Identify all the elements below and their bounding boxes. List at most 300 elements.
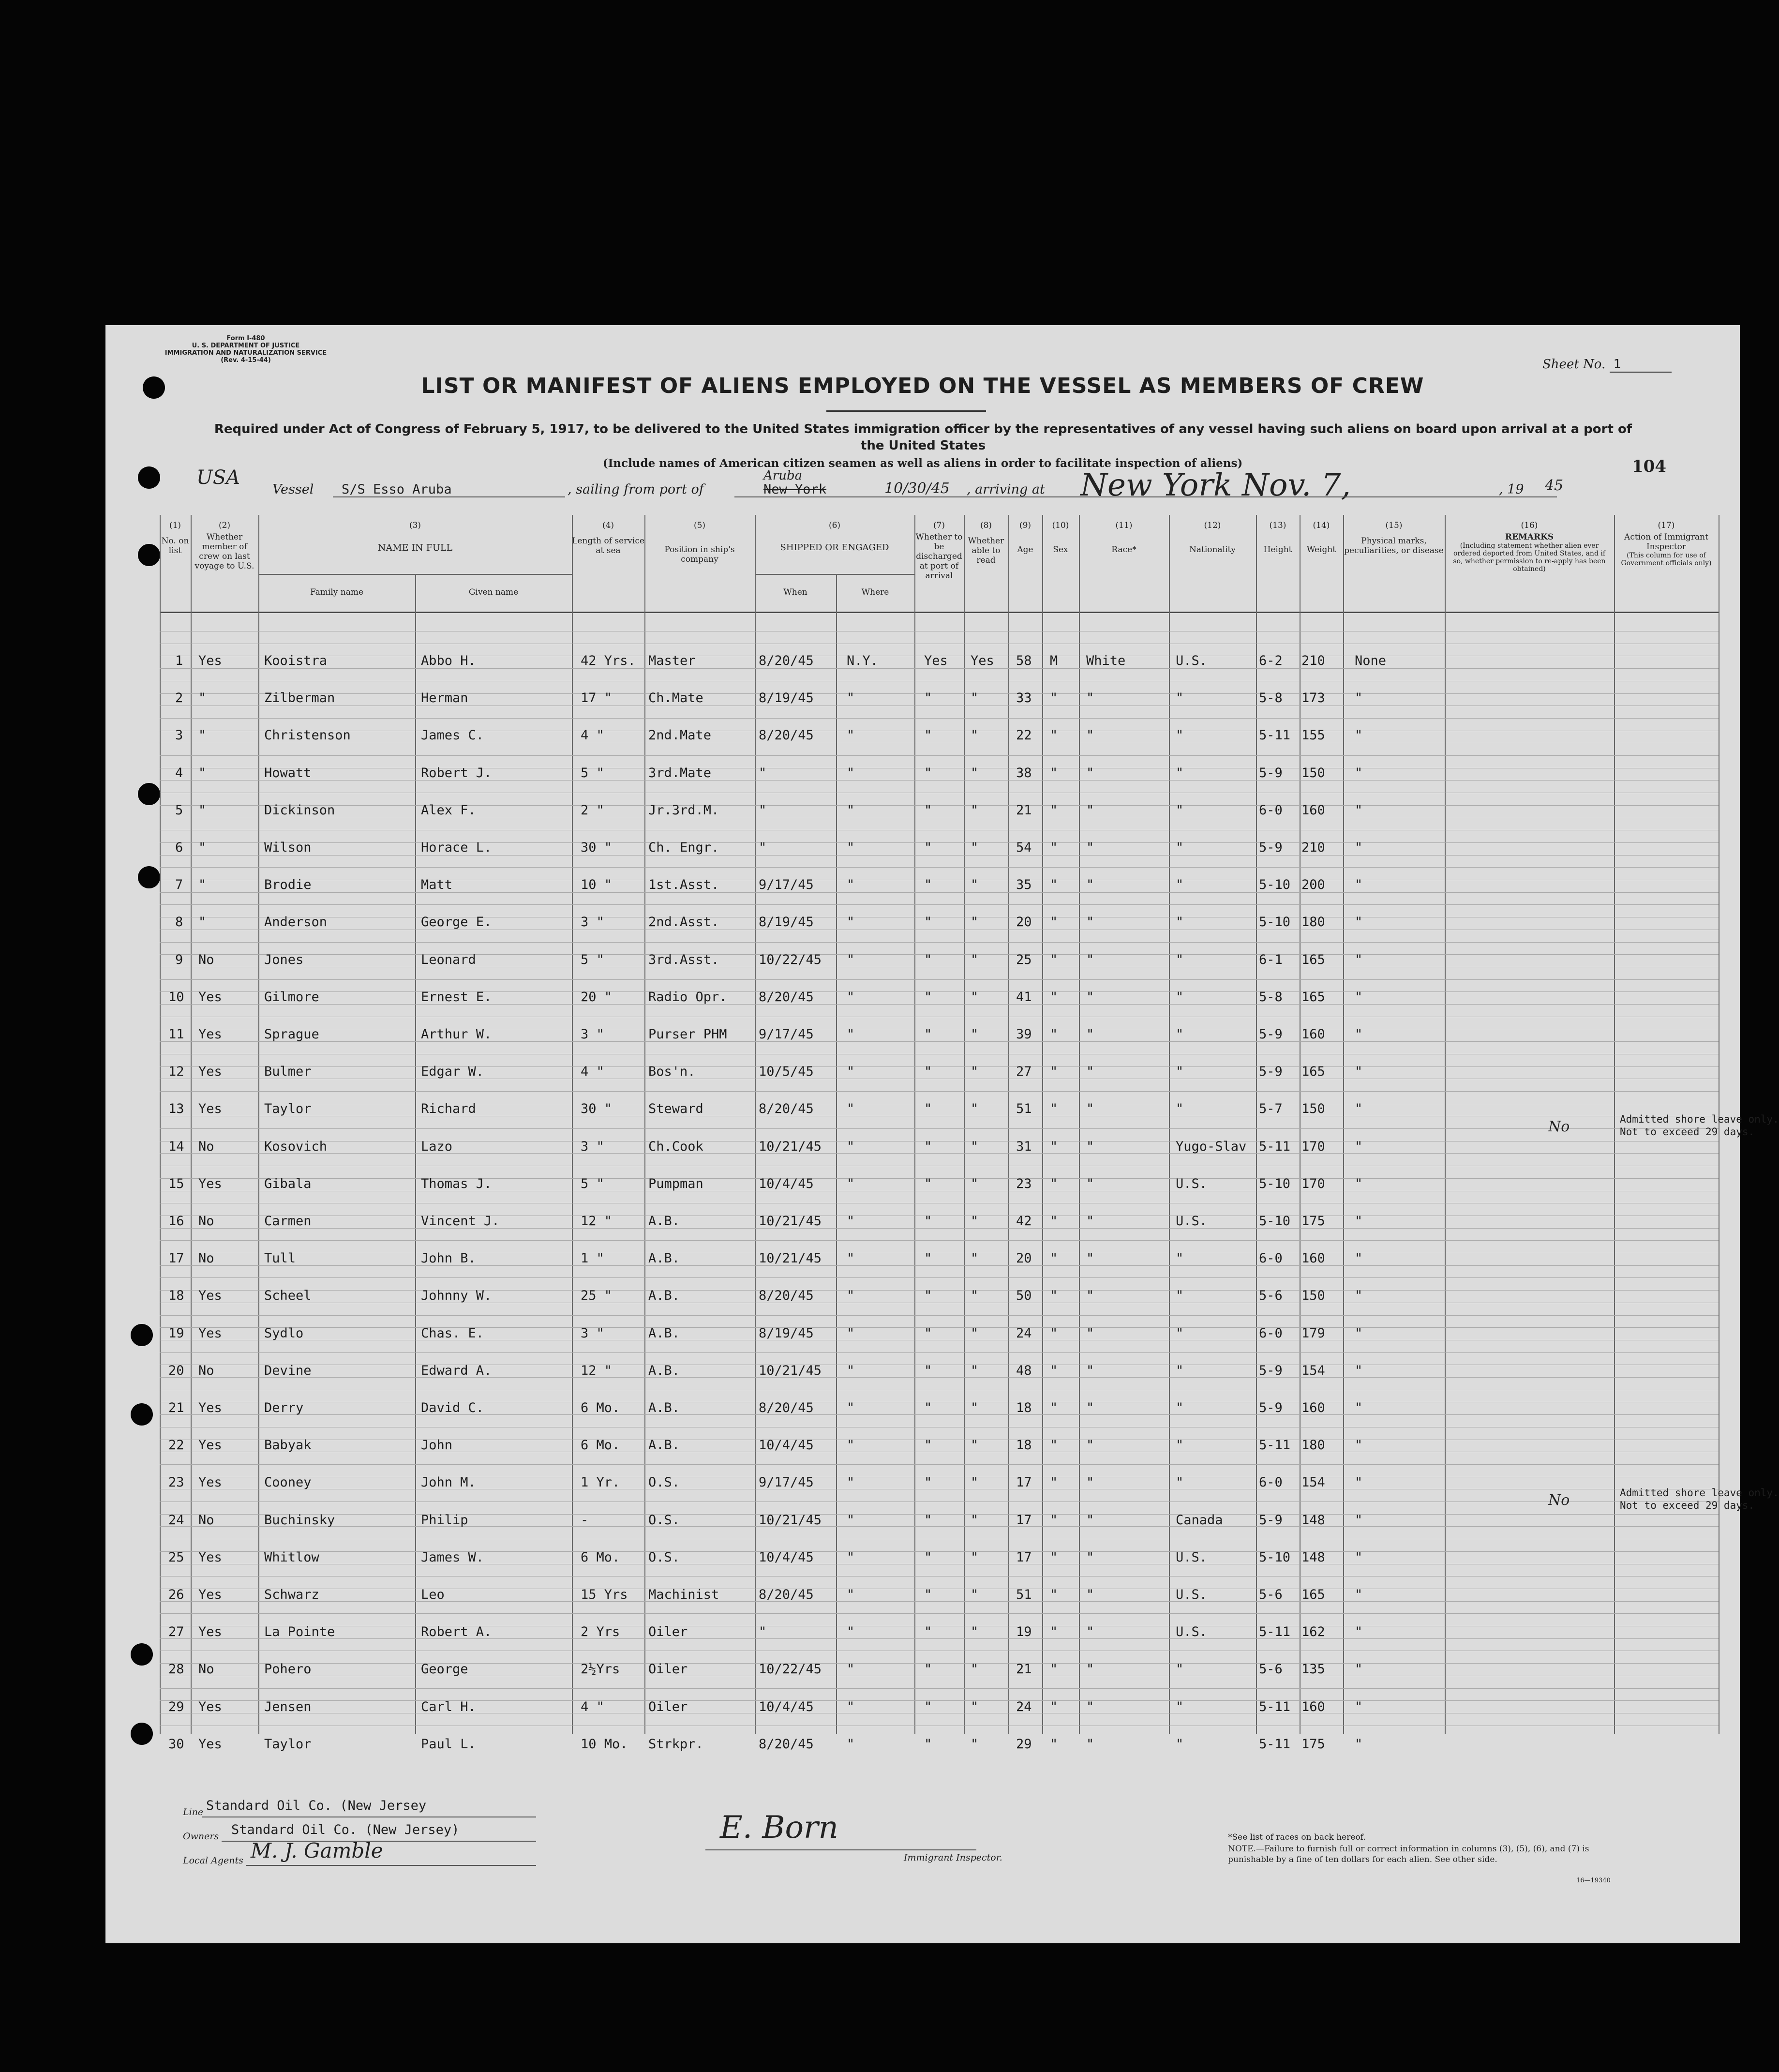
cell-given-name: Lazo: [421, 1139, 453, 1154]
cell-shipped-when: 9/17/45: [759, 1475, 814, 1490]
arrival-underline: [1073, 496, 1557, 497]
cell-physical-marks: ": [1355, 1027, 1363, 1042]
cell-last-voyage: No: [198, 952, 214, 967]
cell-sex: ": [1050, 1288, 1058, 1304]
cell-length-of-service: 4 ": [581, 1699, 604, 1714]
cell-race: ": [1086, 840, 1094, 855]
punch-hole: [131, 1403, 153, 1426]
cell-family-name: Babyak: [264, 1438, 312, 1453]
cell-nationality: U.S.: [1176, 653, 1208, 668]
sheet-label: Sheet No.: [1542, 357, 1606, 372]
cell-length-of-service: 6 Mo.: [581, 1438, 620, 1453]
header-discharged: (7) Whether to be discharged at port of arrival: [915, 521, 963, 581]
cell-sex: ": [1050, 1587, 1058, 1602]
table-row: [160, 975, 1719, 1012]
punch-hole: [138, 783, 160, 805]
cell-shipped-when: 10/5/45: [759, 1064, 814, 1080]
cell-able-to-read: ": [971, 1587, 979, 1602]
cell-given-name: James C.: [421, 728, 484, 743]
cell-nationality: ": [1176, 1438, 1184, 1453]
cell-age: 18: [1016, 1400, 1032, 1415]
cell-discharged: ": [924, 952, 932, 967]
table-row: [160, 938, 1719, 975]
cell-row-number: 3: [175, 728, 183, 743]
cell-height: 5-11: [1259, 1438, 1291, 1453]
cell-given-name: Abbo H.: [421, 653, 476, 668]
cell-shipped-where: ": [847, 877, 855, 893]
cell-age: 50: [1016, 1288, 1032, 1304]
reference-number: 104: [1632, 457, 1666, 476]
cell-physical-marks: ": [1355, 915, 1363, 930]
cell-family-name: Tull: [264, 1251, 296, 1266]
header-position: (5) Position in ship's company: [664, 521, 735, 564]
cell-length-of-service: 2 Yrs: [581, 1624, 620, 1640]
table-row: [160, 713, 1719, 750]
cell-race: ": [1086, 989, 1094, 1005]
cell-discharged: ": [924, 1736, 932, 1752]
cell-position: 2nd.Mate: [648, 728, 712, 743]
cell-nationality: Yugo-Slav: [1176, 1139, 1247, 1154]
cell-sex: ": [1050, 1549, 1058, 1565]
cell-physical-marks: ": [1355, 1251, 1363, 1266]
cell-position: Pumpman: [648, 1176, 703, 1191]
page-title: LIST OR MANIFEST OF ALIENS EMPLOYED ON THE VESSEL AS MEMBERS OF CREW: [421, 374, 1424, 398]
cell-family-name: Cooney: [264, 1475, 312, 1490]
cell-age: 51: [1016, 1587, 1032, 1602]
cell-weight: 160: [1301, 1400, 1325, 1415]
cell-height: 5-11: [1259, 1699, 1291, 1714]
cell-race: ": [1086, 1101, 1094, 1117]
cell-race: ": [1086, 1139, 1094, 1154]
cell-position: A.B.: [648, 1325, 680, 1341]
cell-height: 5-9: [1259, 840, 1283, 855]
cell-position: Oiler: [648, 1624, 688, 1640]
cell-family-name: Pohero: [264, 1662, 312, 1677]
cell-nationality: ": [1176, 1400, 1184, 1415]
cell-shipped-when: 8/19/45: [759, 691, 814, 706]
cell-physical-marks: ": [1355, 1475, 1363, 1490]
cell-given-name: Ernest E.: [421, 989, 492, 1005]
cell-race: ": [1086, 1400, 1094, 1415]
cell-length-of-service: 4 ": [581, 1064, 604, 1080]
cell-given-name: David C.: [421, 1400, 484, 1415]
cell-row-number: 26: [168, 1587, 184, 1602]
cell-able-to-read: ": [971, 989, 979, 1005]
remark-handwritten-mark: No: [1548, 1491, 1570, 1509]
cell-shipped-where: ": [847, 1363, 855, 1378]
line-value: Standard Oil Co. (New Jersey: [206, 1798, 427, 1813]
cell-race: ": [1086, 1475, 1094, 1490]
cell-race: ": [1086, 1027, 1094, 1042]
cell-age: 21: [1016, 802, 1032, 818]
cell-race: ": [1086, 1699, 1094, 1714]
cell-row-number: 29: [168, 1699, 184, 1714]
cell-height: 5-6: [1259, 1288, 1283, 1304]
cell-family-name: Jones: [264, 952, 304, 967]
cell-sex: ": [1050, 1662, 1058, 1677]
table-row: [160, 1236, 1719, 1273]
table-row: [160, 1386, 1719, 1423]
cell-weight: 135: [1301, 1662, 1325, 1677]
cell-last-voyage: No: [198, 1363, 214, 1378]
agents-underline: [246, 1865, 536, 1866]
cell-age: 42: [1016, 1214, 1032, 1229]
cell-row-number: 15: [168, 1176, 184, 1191]
cell-age: 17: [1016, 1512, 1032, 1528]
cell-given-name: George: [421, 1662, 468, 1677]
cell-height: 5-7: [1259, 1101, 1283, 1117]
cell-nationality: U.S.: [1176, 1176, 1208, 1191]
cell-race: ": [1086, 728, 1094, 743]
cell-able-to-read: Yes: [971, 653, 994, 668]
cell-length-of-service: 20 ": [581, 989, 613, 1005]
cell-last-voyage: ": [198, 877, 207, 893]
table-row: [160, 1535, 1719, 1572]
cell-given-name: Edward A.: [421, 1363, 492, 1378]
cell-race: ": [1086, 802, 1094, 818]
cell-sex: ": [1050, 691, 1058, 706]
cell-weight: 160: [1301, 802, 1325, 818]
cell-row-number: 23: [168, 1475, 184, 1490]
cell-shipped-when: 8/20/45: [759, 1736, 814, 1752]
cell-physical-marks: ": [1355, 1400, 1363, 1415]
cell-race: ": [1086, 1512, 1094, 1528]
cell-position: Ch.Cook: [648, 1139, 703, 1154]
cell-sex: ": [1050, 877, 1058, 893]
cell-age: 41: [1016, 989, 1032, 1005]
cell-shipped-where: ": [847, 840, 855, 855]
cell-last-voyage: Yes: [198, 1027, 222, 1042]
cell-discharged: ": [924, 1549, 932, 1565]
cell-weight: 179: [1301, 1325, 1325, 1341]
cell-race: ": [1086, 1251, 1094, 1266]
cell-row-number: 28: [168, 1662, 184, 1677]
cell-shipped-where: ": [847, 915, 855, 930]
cell-physical-marks: ": [1355, 840, 1363, 855]
header-length-of-service: (4) Length of service at sea: [572, 521, 644, 556]
cell-family-name: La Pointe: [264, 1624, 335, 1640]
header-nationality: (12) Nationality: [1189, 521, 1236, 555]
cell-physical-marks: ": [1355, 952, 1363, 967]
flag-handwritten: USA: [196, 466, 240, 489]
crew-table: [160, 515, 1779, 1752]
cell-shipped-where: ": [847, 1475, 855, 1490]
cell-weight: 148: [1301, 1549, 1325, 1565]
cell-given-name: Arthur W.: [421, 1027, 492, 1042]
cell-length-of-service: 5 ": [581, 1176, 604, 1191]
cell-discharged: Yes: [924, 653, 948, 668]
table-row: [160, 1012, 1719, 1049]
cell-sex: ": [1050, 952, 1058, 967]
cell-discharged: ": [924, 1438, 932, 1453]
table-row: [160, 1610, 1719, 1647]
cell-given-name: Carl H.: [421, 1699, 476, 1714]
cell-shipped-when: 10/21/45: [759, 1363, 822, 1378]
cell-shipped-where: ": [847, 765, 855, 781]
cell-given-name: Johnny W.: [421, 1288, 492, 1304]
cell-shipped-where: ": [847, 1139, 855, 1154]
cell-row-number: 5: [175, 802, 183, 818]
cell-height: 5-6: [1259, 1587, 1283, 1602]
cell-shipped-when: 10/4/45: [759, 1438, 814, 1453]
cell-age: 20: [1016, 1251, 1032, 1266]
cell-given-name: Thomas J.: [421, 1176, 492, 1191]
cell-row-number: 30: [168, 1736, 184, 1752]
remark-line-2: Not to exceed 29 days.: [1620, 1499, 1755, 1511]
cell-age: 33: [1016, 691, 1032, 706]
cell-shipped-when: 8/20/45: [759, 1400, 814, 1415]
cell-discharged: ": [924, 1475, 932, 1490]
cell-sex: ": [1050, 1064, 1058, 1080]
header-no-on-list: (1) No. on list: [161, 521, 189, 556]
cell-shipped-when: 8/20/45: [759, 1587, 814, 1602]
cell-nationality: ": [1176, 1064, 1184, 1080]
cell-race: ": [1086, 952, 1094, 967]
cell-position: 1st.Asst.: [648, 877, 719, 893]
cell-age: 19: [1016, 1624, 1032, 1640]
cell-able-to-read: ": [971, 1662, 979, 1677]
cell-position: Ch.Mate: [648, 691, 703, 706]
cell-able-to-read: ": [971, 691, 979, 706]
print-code: 16—19340: [1576, 1877, 1611, 1884]
cell-shipped-when: 9/17/45: [759, 877, 814, 893]
cell-age: 31: [1016, 1139, 1032, 1154]
cell-row-number: 21: [168, 1400, 184, 1415]
cell-nationality: ": [1176, 691, 1184, 706]
cell-last-voyage: Yes: [198, 1438, 222, 1453]
cell-shipped-when: 10/4/45: [759, 1176, 814, 1191]
cell-weight: 175: [1301, 1214, 1325, 1229]
table-row: [160, 1274, 1719, 1310]
cell-weight: 148: [1301, 1512, 1325, 1528]
cell-nationality: ": [1176, 1288, 1184, 1304]
owners-label: Owners: [183, 1831, 219, 1842]
cell-age: 58: [1016, 653, 1032, 668]
cell-weight: 160: [1301, 1027, 1325, 1042]
cell-discharged: ": [924, 915, 932, 930]
cell-nationality: ": [1176, 1027, 1184, 1042]
cell-given-name: John: [421, 1438, 453, 1453]
vessel-name: S/S Esso Aruba: [342, 482, 452, 497]
cell-able-to-read: ": [971, 1214, 979, 1229]
cell-nationality: ": [1176, 802, 1184, 818]
service-name: IMMIGRATION AND NATURALIZATION SERVICE: [164, 349, 327, 357]
cell-weight: 155: [1301, 728, 1325, 743]
cell-given-name: Robert J.: [421, 765, 492, 781]
cell-physical-marks: ": [1355, 1101, 1363, 1117]
cell-able-to-read: ": [971, 1325, 979, 1341]
cell-nationality: ": [1176, 1736, 1184, 1752]
remark-handwritten-mark: No: [1548, 1118, 1570, 1135]
cell-weight: 165: [1301, 952, 1325, 967]
cell-last-voyage: Yes: [198, 1288, 222, 1304]
table-row: [160, 1199, 1719, 1236]
cell-nationality: ": [1176, 1662, 1184, 1677]
cell-row-number: 20: [168, 1363, 184, 1378]
cell-sex: ": [1050, 1699, 1058, 1714]
cell-row-number: 14: [168, 1139, 184, 1154]
cell-nationality: ": [1176, 1699, 1184, 1714]
header-shipped-or-engaged: (6) SHIPPED OR ENGAGED When Where: [755, 515, 914, 612]
cell-given-name: Robert A.: [421, 1624, 492, 1640]
cell-physical-marks: ": [1355, 1176, 1363, 1191]
cell-length-of-service: 25 ": [581, 1288, 613, 1304]
cell-physical-marks: ": [1355, 1214, 1363, 1229]
cell-position: O.S.: [648, 1512, 680, 1528]
cell-position: O.S.: [648, 1475, 680, 1490]
owners-value: Standard Oil Co. (New Jersey): [231, 1822, 460, 1837]
cell-last-voyage: Yes: [198, 989, 222, 1005]
cell-physical-marks: ": [1355, 1699, 1363, 1714]
table-row: [160, 1722, 1719, 1759]
port-handwritten: Aruba: [763, 468, 803, 483]
cell-last-voyage: Yes: [198, 1587, 222, 1602]
cell-weight: 165: [1301, 1587, 1325, 1602]
cell-last-voyage: Yes: [198, 1624, 222, 1640]
cell-physical-marks: ": [1355, 1064, 1363, 1080]
cell-length-of-service: 15 Yrs: [581, 1587, 628, 1602]
cell-shipped-when: 10/22/45: [759, 952, 822, 967]
header-sex: (10) Sex: [1052, 521, 1069, 555]
cell-able-to-read: ": [971, 1363, 979, 1378]
cell-height: 5-9: [1259, 1027, 1283, 1042]
cell-weight: 210: [1301, 653, 1325, 668]
cell-last-voyage: Yes: [198, 1176, 222, 1191]
cell-age: 17: [1016, 1549, 1032, 1565]
cell-physical-marks: ": [1355, 1624, 1363, 1640]
cell-race: ": [1086, 1325, 1094, 1341]
cell-able-to-read: ": [971, 1176, 979, 1191]
cell-shipped-where: ": [847, 1027, 855, 1042]
cell-discharged: ": [924, 1512, 932, 1528]
cell-discharged: ": [924, 1587, 932, 1602]
cell-length-of-service: 2½Yrs: [581, 1662, 620, 1677]
page-subtitle: Required under Act of Congress of February 5, 1917, to be delivered to the United States immigration officer by the representatives of any vessel having such aliens on board upon arrival at a port of the United States: [214, 422, 1632, 453]
cell-sex: ": [1050, 1363, 1058, 1378]
cell-weight: 160: [1301, 1699, 1325, 1714]
cell-length-of-service: 4 ": [581, 728, 604, 743]
cell-able-to-read: ": [971, 1549, 979, 1565]
cell-height: 5-10: [1259, 1214, 1291, 1229]
cell-shipped-when: 8/19/45: [759, 1325, 814, 1341]
cell-sex: ": [1050, 1251, 1058, 1266]
cell-family-name: Christenson: [264, 728, 351, 743]
cell-last-voyage: Yes: [198, 1736, 222, 1752]
cell-shipped-where: ": [847, 1176, 855, 1191]
cell-position: Steward: [648, 1101, 703, 1117]
cell-family-name: Taylor: [264, 1101, 312, 1117]
cell-last-voyage: Yes: [198, 1101, 222, 1117]
cell-last-voyage: No: [198, 1512, 214, 1528]
cell-family-name: Brodie: [264, 877, 312, 893]
cell-discharged: ": [924, 1699, 932, 1714]
sailing-label: , sailing from port of: [568, 482, 704, 497]
cell-discharged: ": [924, 1101, 932, 1117]
cell-shipped-when: 8/20/45: [759, 653, 814, 668]
agents-label: Local Agents: [183, 1855, 243, 1866]
cell-length-of-service: 3 ": [581, 1027, 604, 1042]
footer: [105, 1787, 1740, 1941]
cell-row-number: 24: [168, 1512, 184, 1528]
punch-hole: [131, 1723, 153, 1745]
cell-length-of-service: 3 ": [581, 1325, 604, 1341]
cell-nationality: ": [1176, 915, 1184, 930]
cell-discharged: ": [924, 691, 932, 706]
cell-sex: ": [1050, 1027, 1058, 1042]
punch-hole: [138, 866, 160, 888]
header-action-of-inspector: (17) Action of Immigrant Inspector (This column for use of Government officials only): [1621, 521, 1712, 567]
cell-family-name: Carmen: [264, 1214, 312, 1229]
cell-able-to-read: ": [971, 728, 979, 743]
cell-last-voyage: ": [198, 691, 207, 706]
cell-length-of-service: 6 Mo.: [581, 1549, 620, 1565]
inspector-signature: E. Born: [720, 1810, 838, 1846]
cell-discharged: ": [924, 877, 932, 893]
cell-shipped-where: ": [847, 802, 855, 818]
cell-nationality: U.S.: [1176, 1214, 1208, 1229]
cell-sex: ": [1050, 1176, 1058, 1191]
cell-last-voyage: Yes: [198, 1475, 222, 1490]
cell-sex: ": [1050, 728, 1058, 743]
table-row: [160, 1423, 1719, 1460]
cell-shipped-when: 8/20/45: [759, 1288, 814, 1304]
table-row: [160, 1162, 1719, 1199]
cell-shipped-when: 10/21/45: [759, 1214, 822, 1229]
cell-age: 22: [1016, 728, 1032, 743]
cell-shipped-where: N.Y.: [847, 653, 879, 668]
cell-family-name: Wilson: [264, 840, 312, 855]
sheet-value: 1: [1610, 357, 1672, 373]
cell-shipped-when: 8/20/45: [759, 728, 814, 743]
cell-shipped-where: ": [847, 952, 855, 967]
form-revision: (Rev. 4-15-44): [221, 357, 271, 364]
cell-discharged: ": [924, 1325, 932, 1341]
cell-shipped-when: 10/4/45: [759, 1699, 814, 1714]
cell-weight: 180: [1301, 1438, 1325, 1453]
sailing-date: 10/30/45: [884, 480, 950, 497]
cell-given-name: Richard: [421, 1101, 476, 1117]
cell-shipped-where: ": [847, 1438, 855, 1453]
cell-able-to-read: ": [971, 1251, 979, 1266]
cell-weight: 150: [1301, 1101, 1325, 1117]
races-note: *See list of races on back hereof.: [1228, 1832, 1366, 1842]
cell-shipped-when: 8/19/45: [759, 915, 814, 930]
cell-sex: ": [1050, 1325, 1058, 1341]
header-physical-marks: (15) Physical marks, peculiarities, or disease: [1344, 521, 1444, 556]
cell-length-of-service: 30 ": [581, 1101, 613, 1117]
cell-discharged: ": [924, 1662, 932, 1677]
table-row: [160, 1087, 1719, 1124]
cell-row-number: 27: [168, 1624, 184, 1640]
cell-physical-marks: ": [1355, 691, 1363, 706]
cell-weight: 175: [1301, 1736, 1325, 1752]
cell-nationality: ": [1176, 840, 1184, 855]
cell-length-of-service: 5 ": [581, 952, 604, 967]
header-race: (11) Race*: [1111, 521, 1136, 555]
cell-able-to-read: ": [971, 877, 979, 893]
include-note: (Include names of American citizen seamen as well as aliens in order to facilitate inspection of aliens): [602, 457, 1243, 470]
cell-weight: 210: [1301, 840, 1325, 855]
cell-able-to-read: ": [971, 840, 979, 855]
cell-given-name: Vincent J.: [421, 1214, 500, 1229]
cell-position: Master: [648, 653, 696, 668]
cell-length-of-service: 42 Yrs.: [581, 653, 636, 668]
cell-able-to-read: ": [971, 1064, 979, 1080]
cell-height: 5-10: [1259, 1549, 1291, 1565]
cell-age: 27: [1016, 1064, 1032, 1080]
cell-height: 5-8: [1259, 691, 1283, 706]
cell-physical-marks: ": [1355, 1438, 1363, 1453]
